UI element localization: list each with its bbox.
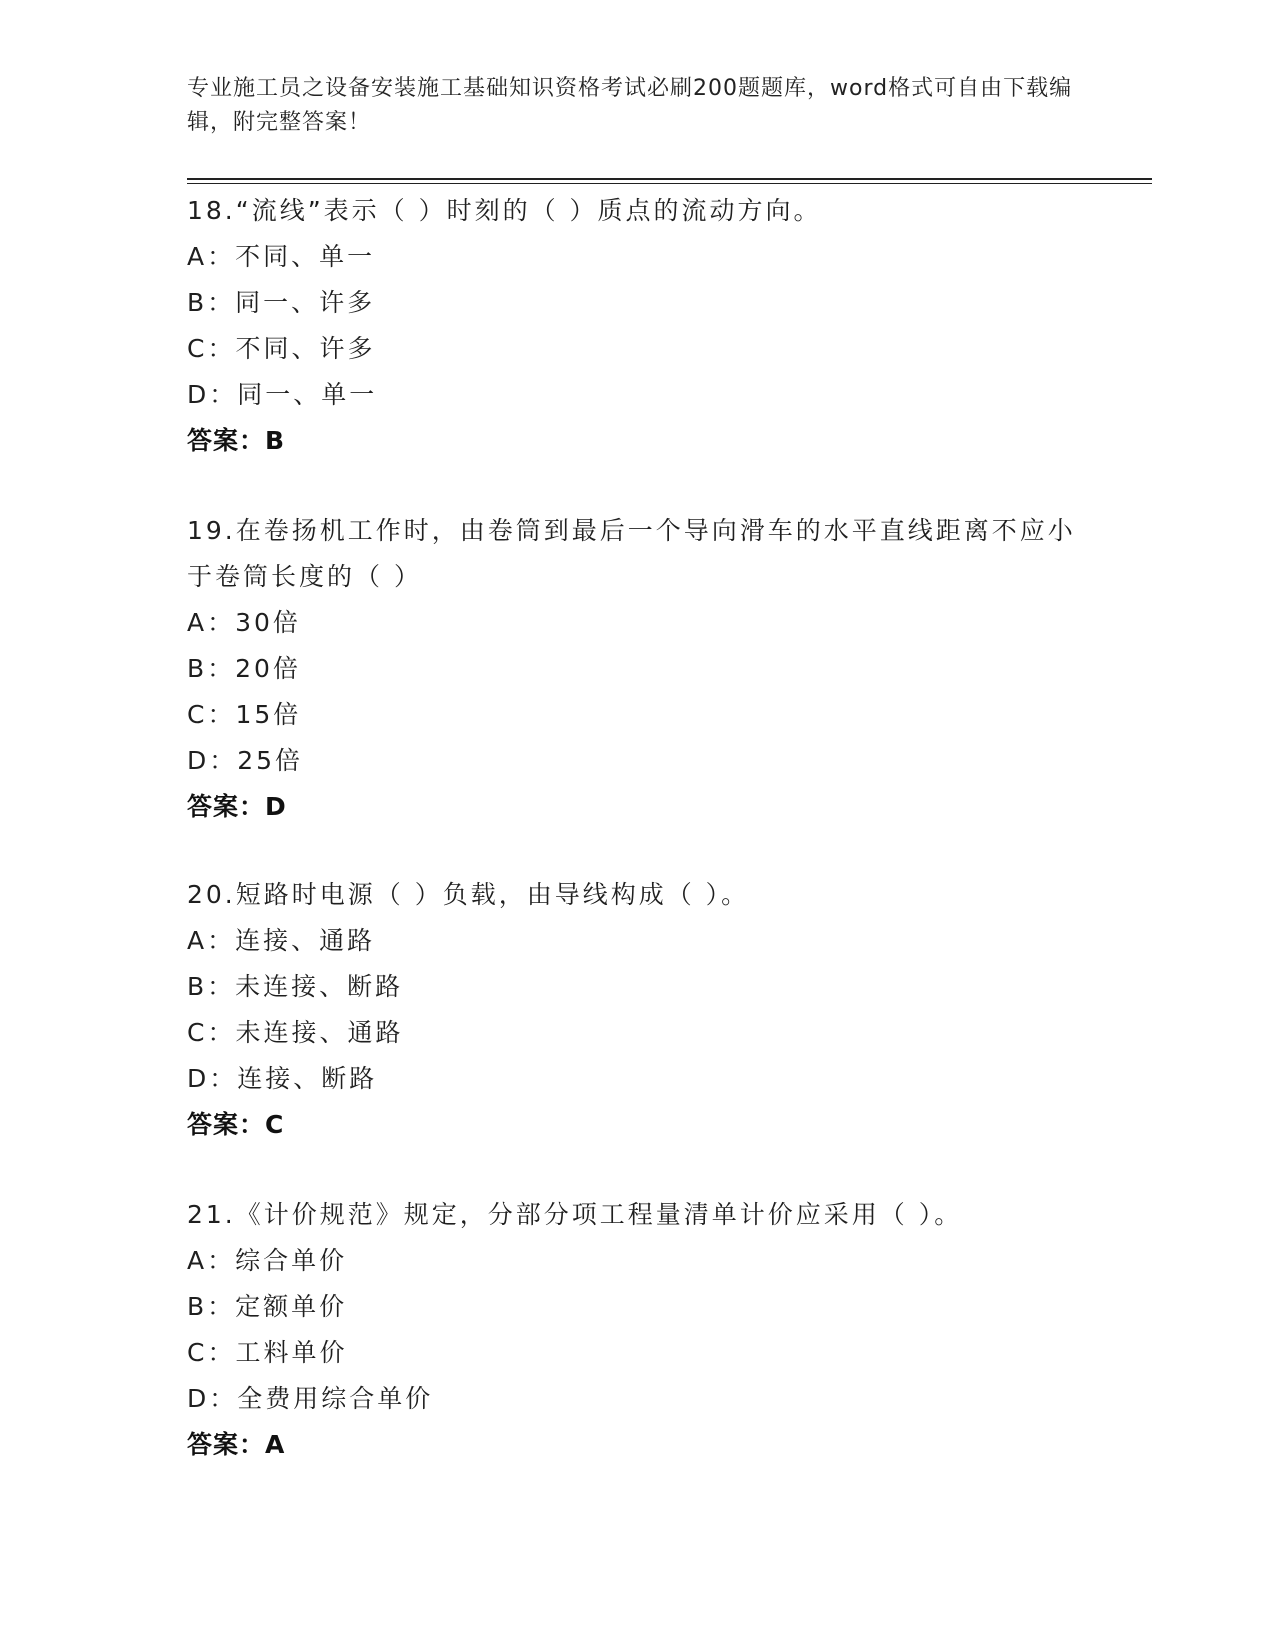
- question-stem: 20.短路时电源（ ）负载，由导线构成（ ）。: [187, 880, 750, 909]
- question-20: [187, 872, 1087, 1148]
- answer: 答案：C: [187, 1110, 285, 1139]
- option-b: B：20倍: [187, 654, 301, 683]
- option-b: B：同一、许多: [187, 288, 376, 317]
- option-c: C：工料单价: [187, 1338, 348, 1367]
- option-a: A：30倍: [187, 608, 301, 637]
- document-header: 专业施工员之设备安装施工基础知识资格考试必刷200题题库，word格式可自由下载编辑，附完整答案！: [187, 76, 1073, 135]
- header-divider-thick: [187, 178, 1152, 180]
- question-stem: 19.在卷扬机工作时，由卷筒到最后一个导向滑车的水平直线距离不应小于卷筒长度的（ ）: [187, 516, 1076, 591]
- question-18: [187, 188, 1087, 464]
- option-b: B：定额单价: [187, 1292, 348, 1321]
- option-c: C：15倍: [187, 700, 302, 729]
- option-d: D：25倍: [187, 746, 304, 775]
- option-c: C：未连接、通路: [187, 1018, 404, 1047]
- answer: 答案：A: [187, 1430, 286, 1459]
- header-divider-thin: [187, 183, 1152, 184]
- answer: 答案：D: [187, 792, 287, 821]
- option-d: D：同一、单一: [187, 380, 378, 409]
- option-d: D：连接、断路: [187, 1064, 378, 1093]
- option-c: C：不同、许多: [187, 334, 376, 363]
- question-19: [187, 508, 1087, 830]
- option-a: A：连接、通路: [187, 926, 376, 955]
- answer: 答案：B: [187, 426, 286, 455]
- option-a: A：不同、单一: [187, 242, 376, 271]
- option-a: A：综合单价: [187, 1246, 348, 1275]
- option-d: D：全费用综合单价: [187, 1384, 434, 1413]
- option-b: B：未连接、断路: [187, 972, 404, 1001]
- question-21: [187, 1192, 1087, 1468]
- question-stem: 21.《计价规范》规定，分部分项工程量清单计价应采用（ ）。: [187, 1200, 963, 1229]
- question-stem: 18.“流线”表示（ ）时刻的（ ）质点的流动方向。: [187, 196, 822, 225]
